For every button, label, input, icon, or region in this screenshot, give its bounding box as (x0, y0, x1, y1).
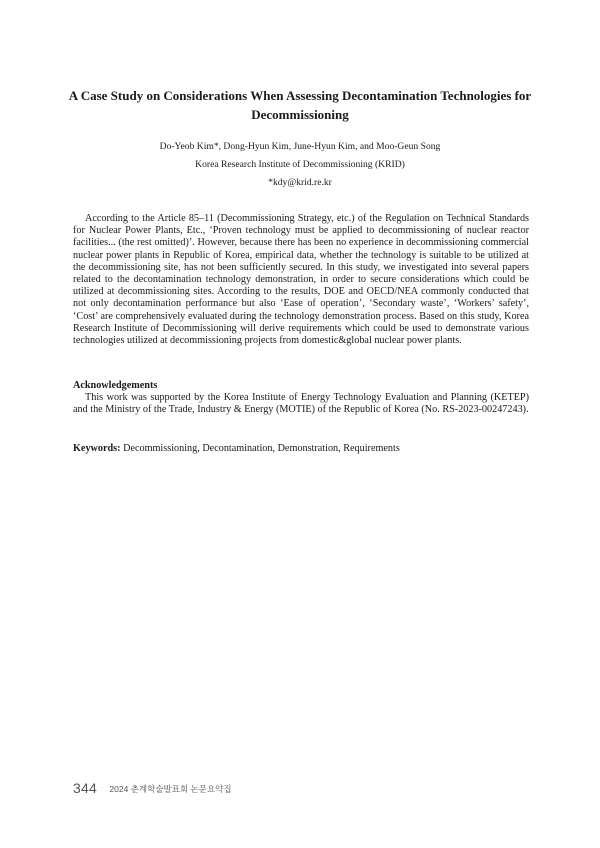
corresponding-email: *kdy@krid.re.kr (268, 177, 332, 188)
author-affiliation: Korea Research Institute of Decommissioning (KRID) (195, 159, 405, 170)
paper-title: A Case Study on Considerations When Assessing Decontamination Technologies for Decommissioning (68, 88, 532, 122)
abstract-body: According to the Article 85–11 (Decommissioning Strategy, etc.) of the Regulation on Technical Standards for Nuclear Power Plants, Etc., ‘Proven technology must be applied to decommissioning of nuclear reactor facilities... (the rest omitted)’. However, because there has been no experience in decommissioning commercial nuclear power plants in Republic of Korea, empirical data, whether the technology is suitable to be utilized at the decommissioning site, has not been sufficiently secured. In this study, we investigated into several papers related to the decontamination technology demonstration, in order to secure considerations which could be utilized at decommissioning sites. According to the results, DOE and OECD/NEA commonly conducted that not only decontamination performance but also ‘Ease of operation’, ‘Secondary waste’, ‘Workers’ safety’, ‘Cost’ are comprehensively evaluated during the technology demonstration process. Based on this study, Korea Research Institute of Decommissioning will derive requirements which could be used to demonstrate various technologies utilized at decommissioning projects from domestic&global nuclear power plants. (73, 213, 529, 347)
author-list: Do-Yeob Kim*, Dong-Hyun Kim, June-Hyun Kim, and Moo-Geun Song (159, 141, 441, 152)
page-footer (73, 780, 232, 798)
acknowledgements-body: This work was supported by the Korea Institute of Energy Technology Evaluation and Planning (KETEP) and the Ministry of the Trade, Industry & Energy (MOTIE) of the Republic of Korea (No. RS-2023-00247243). (73, 392, 529, 416)
proceedings-name: 2024 춘계학술발표회 논문요약집 (109, 784, 232, 794)
keywords-label: Keywords: (73, 443, 121, 454)
page-number: 344 (73, 780, 97, 796)
keywords-line (73, 443, 529, 455)
acknowledgements-heading: Acknowledgements (73, 380, 158, 391)
keywords-list: Decommissioning, Decontamination, Demonstration, Requirements (123, 443, 400, 454)
